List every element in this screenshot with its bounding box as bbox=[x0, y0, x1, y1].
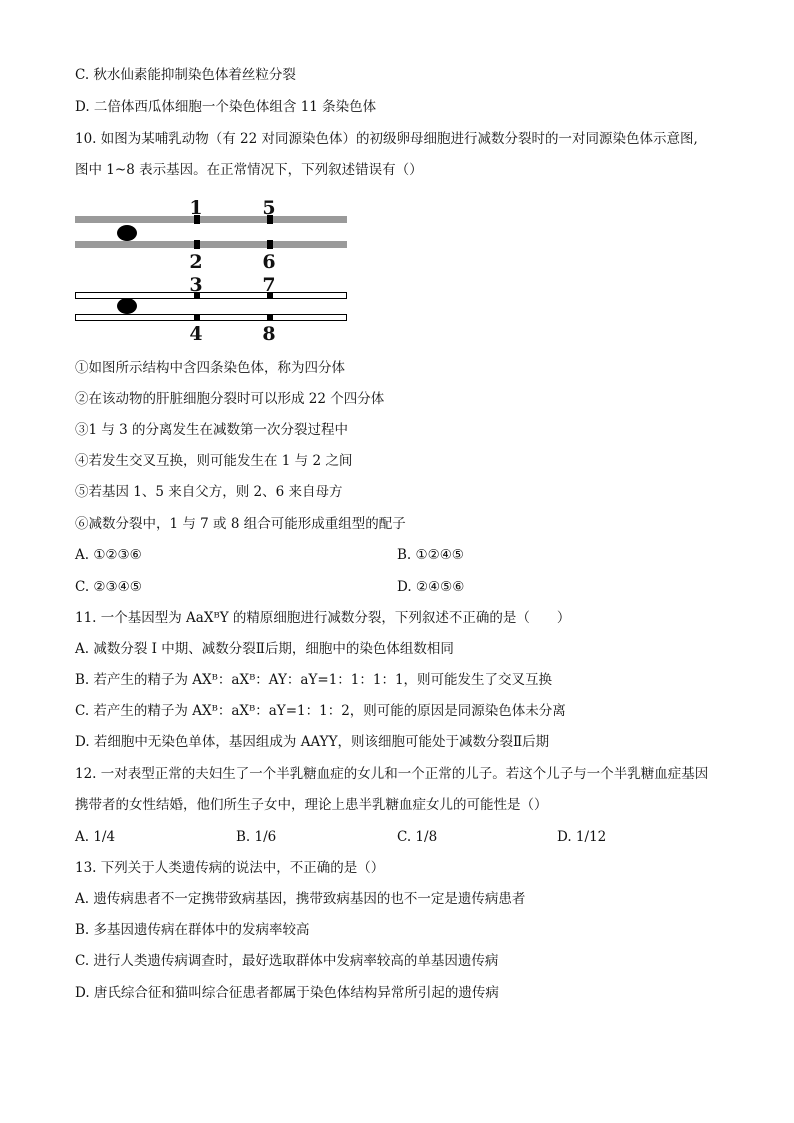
q10-option-c: C. ②③④⑤ bbox=[75, 579, 142, 595]
q13-option-d: D. 唐氏综合征和猫叫综合征患者都属于染色体结构异常所引起的遗传病 bbox=[75, 985, 499, 1001]
chromatid-lower-1 bbox=[76, 293, 347, 299]
q11-stem: 11. 一个基因型为 AaXᴮY 的精原细胞进行减数分裂，下列叙述不正确的是（ ） bbox=[75, 610, 571, 626]
homologous-chromosome-figure bbox=[72, 194, 352, 344]
q10-option-d: D. ②④⑤⑥ bbox=[397, 579, 465, 595]
chromatid-upper-1 bbox=[75, 216, 347, 223]
q10-statement-5: ⑤若基因 1、5 来自父方，则 2、6 来自母方 bbox=[75, 484, 343, 500]
q10-statement-3: ③1 与 3 的分离发生在减数第一次分裂过程中 bbox=[75, 422, 349, 438]
q9-option-d: D. 二倍体西瓜体细胞一个染色体组含 11 条染色体 bbox=[75, 99, 377, 115]
q13-stem: 13. 下列关于人类遗传病的说法中，不正确的是（） bbox=[75, 860, 385, 876]
q10-stem-line1: 10. 如图为某哺乳动物（有 22 对同源染色体）的初级卵母细胞进行减数分裂时的一对同源染色体示意图, bbox=[75, 131, 698, 147]
gene-label-4: 4 bbox=[189, 323, 203, 344]
q10-option-a: A. ①②③⑥ bbox=[75, 547, 142, 563]
gene-locus-8 bbox=[267, 314, 273, 321]
gene-label-8: 8 bbox=[262, 323, 276, 344]
q10-statement-4: ④若发生交叉互换，则可能发生在 1 与 2 之间 bbox=[75, 453, 353, 469]
gene-label-2: 2 bbox=[189, 251, 203, 273]
q13-option-b: B. 多基因遗传病在群体中的发病率较高 bbox=[75, 922, 310, 938]
gene-locus-6 bbox=[267, 240, 273, 249]
q12-option-b: B. 1/6 bbox=[236, 829, 277, 845]
q10-statement-2: ②在该动物的肝脏细胞分裂时可以形成 22 个四分体 bbox=[75, 391, 385, 407]
q11-option-a: A. 减数分裂 I 中期、减数分裂Ⅱ后期，细胞中的染色体组数相同 bbox=[75, 641, 454, 657]
q13-option-c: C. 进行人类遗传病调查时，最好选取群体中发病率较高的单基因遗传病 bbox=[75, 953, 499, 969]
q11-option-d: D. 若细胞中无染色单体，基因组成为 AAYY，则该细胞可能处于减数分裂Ⅱ后期 bbox=[75, 734, 550, 750]
q12-option-d: D. 1/12 bbox=[557, 829, 607, 845]
q12-option-a: A. 1/4 bbox=[75, 829, 116, 845]
q10-option-b: B. ①②④⑤ bbox=[397, 547, 464, 563]
q12-stem-line2: 携带者的女性结婚，他们所生子女中，理论上患半乳糖血症女儿的可能性是（） bbox=[75, 797, 548, 813]
chromatid-upper-2 bbox=[75, 241, 347, 248]
gene-locus-4 bbox=[194, 314, 200, 321]
q12-stem-line1: 12. 一对表型正常的夫妇生了一个半乳糖血症的女儿和一个正常的儿子。若这个儿子与一个半乳糖血症基因 bbox=[75, 766, 709, 782]
gene-label-5: 5 bbox=[262, 197, 276, 219]
centromere-upper bbox=[117, 225, 137, 241]
q10-statement-1: ①如图所示结构中含四条染色体，称为四分体 bbox=[75, 360, 345, 376]
centromere-lower bbox=[117, 298, 137, 314]
q12-option-c: C. 1/8 bbox=[397, 829, 438, 845]
gene-label-6: 6 bbox=[262, 251, 276, 273]
q9-option-c: C. 秋水仙素能抑制染色体着丝粒分裂 bbox=[75, 67, 296, 83]
gene-locus-2 bbox=[194, 240, 200, 249]
q10-stem-line2: 图中 1~8 表示基因。在正常情况下，下列叙述错误有（） bbox=[75, 162, 423, 178]
gene-label-1: 1 bbox=[189, 197, 203, 219]
q11-option-b: B. 若产生的精子为 AXᴮ：aXᴮ：AY：aY=1：1：1：1，则可能发生了交叉互换 bbox=[75, 672, 553, 688]
q10-statement-6: ⑥减数分裂中，1 与 7 或 8 组合可能形成重组型的配子 bbox=[75, 516, 406, 532]
q11-option-c: C. 若产生的精子为 AXᴮ：aXᴮ：aY=1：1：2，则可能的原因是同源染色体未分离 bbox=[75, 703, 566, 719]
gene-label-7: 7 bbox=[262, 274, 276, 296]
q13-option-a: A. 遗传病患者不一定携带致病基因，携带致病基因的也不一定是遗传病患者 bbox=[75, 891, 526, 907]
chromatid-lower-2 bbox=[76, 315, 347, 321]
gene-label-3: 3 bbox=[189, 274, 203, 296]
